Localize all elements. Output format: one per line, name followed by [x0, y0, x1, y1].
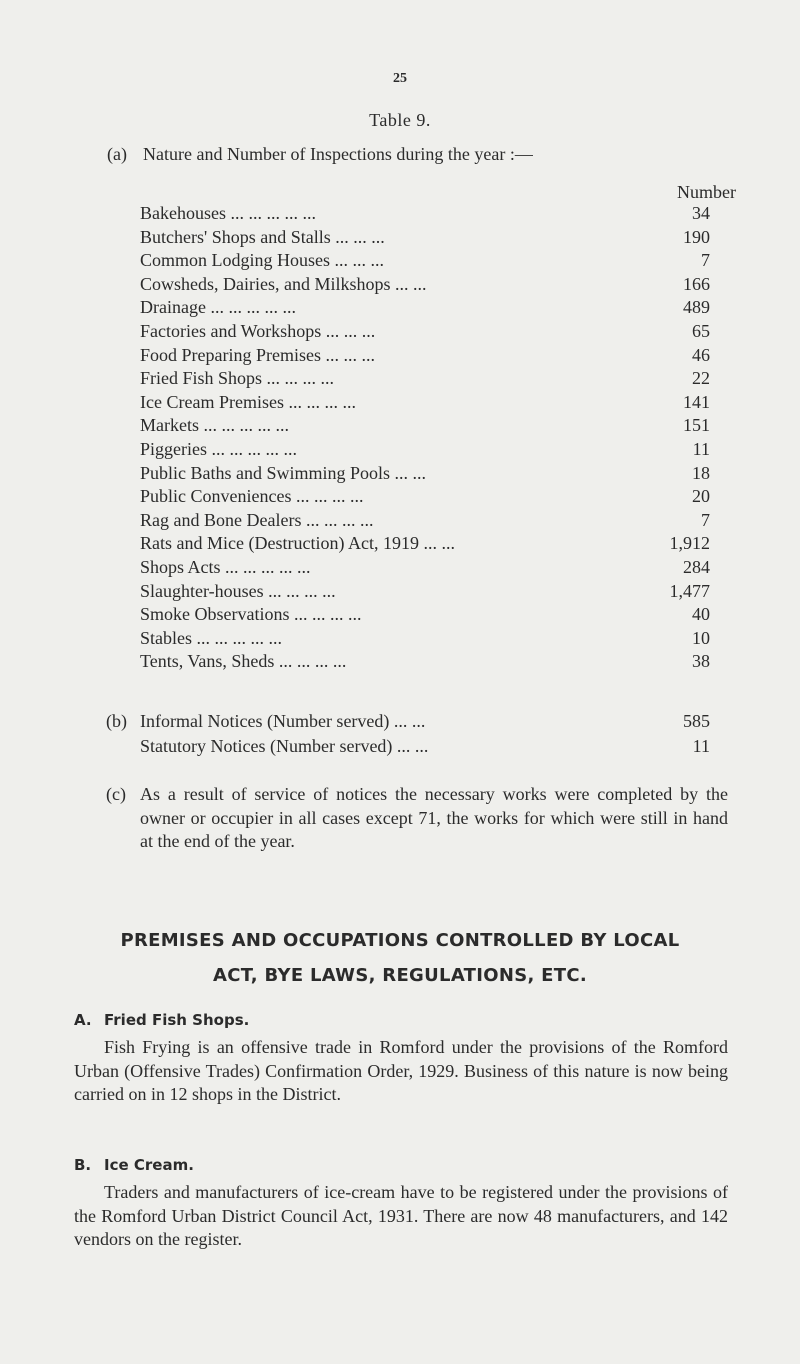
- row-name: Markets ... ... ... ... ...: [140, 415, 289, 436]
- table-row: [140, 202, 710, 226]
- row-value: 190: [683, 226, 710, 247]
- row-name: Rag and Bone Dealers ... ... ... ...: [140, 509, 374, 530]
- table-row: [140, 485, 710, 509]
- part-a-heading: [74, 1011, 249, 1029]
- row-name: Smoke Observations ... ... ... ...: [140, 604, 362, 625]
- row-name: Stables ... ... ... ... ...: [140, 627, 282, 648]
- row-value: 7: [701, 250, 710, 271]
- table-row: [140, 532, 710, 556]
- row-value: 40: [692, 604, 710, 625]
- row-value: 151: [683, 415, 710, 436]
- row-value: 141: [683, 391, 710, 412]
- row-value: 18: [692, 462, 710, 483]
- row-value: 1,477: [669, 580, 710, 601]
- row-value: 46: [692, 344, 710, 365]
- row-value: 65: [692, 320, 710, 341]
- row-name: Cowsheds, Dairies, and Milkshops ... ...: [140, 273, 427, 294]
- row-value: 166: [683, 273, 710, 294]
- row-name: Drainage ... ... ... ... ...: [140, 297, 296, 318]
- section-a-heading: [107, 144, 533, 165]
- part-b-text: Traders and manufacturers of ice-cream have to be registered under the provisions of the Romford Urban District Council Act, 1931. There are now 48 manufacturers, and 142 vendors on the register.: [74, 1182, 728, 1250]
- section-a-label: (a): [107, 144, 127, 164]
- table-row: [140, 556, 710, 580]
- section-c-text: As a result of service of notices the necessary works were completed by the owner or occupier in all cases except 71, the works for which were still in hand at the end of the year.: [140, 784, 728, 851]
- row-name: Shops Acts ... ... ... ... ...: [140, 556, 311, 577]
- row-name: Fried Fish Shops ... ... ... ...: [140, 368, 335, 389]
- part-a-label: A.: [74, 1011, 92, 1029]
- row-name: Public Conveniences ... ... ... ...: [140, 486, 364, 507]
- row-value: 34: [692, 203, 710, 223]
- part-b-heading: [74, 1156, 194, 1174]
- row-name: Rats and Mice (Destruction) Act, 1919 ... ...: [140, 533, 455, 554]
- row-value: 10: [692, 627, 710, 648]
- row-name: Informal Notices (Number served) ... ...: [140, 711, 426, 731]
- part-a-text: Fish Frying is an offensive trade in Romford under the provisions of the Romford Urban (Offensive Trades) Confirmation Order, 1929. Business of this nature is now being carried on in 12 shops in the District.: [74, 1037, 728, 1105]
- row-value: 11: [692, 736, 710, 756]
- row-name: Common Lodging Houses ... ... ...: [140, 250, 385, 271]
- table-row: [140, 391, 710, 415]
- table-row: [140, 367, 710, 391]
- row-name: Statutory Notices (Number served) ... ...: [140, 736, 429, 756]
- row-value: 22: [692, 368, 710, 389]
- row-value: 7: [701, 509, 710, 530]
- row-value: 20: [692, 486, 710, 507]
- part-b-label: B.: [74, 1156, 92, 1174]
- row-name: Tents, Vans, Sheds ... ... ... ...: [140, 651, 347, 672]
- section-c-label: (c): [106, 784, 126, 804]
- inspections-table: [140, 202, 710, 674]
- row-name: Public Baths and Swimming Pools ... ...: [140, 462, 427, 483]
- table-row: [140, 509, 710, 533]
- number-column-header: Number: [677, 182, 736, 202]
- table-row: [140, 580, 710, 604]
- row-name: Factories and Workshops ... ... ...: [140, 320, 376, 341]
- premises-heading: [60, 923, 740, 993]
- row-name: Piggeries ... ... ... ... ...: [140, 438, 297, 459]
- row-value: 11: [692, 438, 710, 459]
- row-name: Butchers' Shops and Stalls ... ... ...: [140, 226, 385, 247]
- table-row: [140, 320, 710, 344]
- table-row: [140, 627, 710, 651]
- table-row: [140, 344, 710, 368]
- table-row: [140, 226, 710, 250]
- row-name: Ice Cream Premises ... ... ... ...: [140, 391, 356, 412]
- table-row: [140, 438, 710, 462]
- section-a-title: Nature and Number of Inspections during the year :—: [143, 144, 533, 164]
- page-number: 25: [393, 71, 407, 86]
- part-b-title: Ice Cream.: [104, 1156, 194, 1174]
- notice-row: [106, 709, 710, 734]
- row-value: 1,912: [669, 533, 710, 554]
- row-value: 38: [692, 651, 710, 672]
- row-value: 284: [683, 556, 710, 577]
- table-row: [140, 273, 710, 297]
- row-name: Slaughter-houses ... ... ... ...: [140, 580, 336, 601]
- section-b-label: (b): [106, 711, 127, 731]
- table-row: [140, 603, 710, 627]
- heading-line-1: PREMISES AND OCCUPATIONS CONTROLLED BY LOCAL: [120, 930, 680, 951]
- table-row: [140, 650, 710, 674]
- table-row: [140, 462, 710, 486]
- table-row: [140, 249, 710, 273]
- heading-line-2: ACT, BYE LAWS, REGULATIONS, ETC.: [213, 965, 587, 986]
- row-name: Bakehouses ... ... ... ... ...: [140, 203, 316, 223]
- row-value: 585: [683, 711, 710, 731]
- table-row: [140, 296, 710, 320]
- notice-row: [106, 734, 710, 759]
- row-value: 489: [683, 297, 710, 318]
- table-title: Table 9.: [369, 110, 431, 130]
- part-a-title: Fried Fish Shops.: [104, 1011, 250, 1029]
- section-c-paragraph: [106, 783, 728, 854]
- notices-table: [106, 709, 710, 759]
- table-row: [140, 414, 710, 438]
- row-name: Food Preparing Premises ... ... ...: [140, 344, 375, 365]
